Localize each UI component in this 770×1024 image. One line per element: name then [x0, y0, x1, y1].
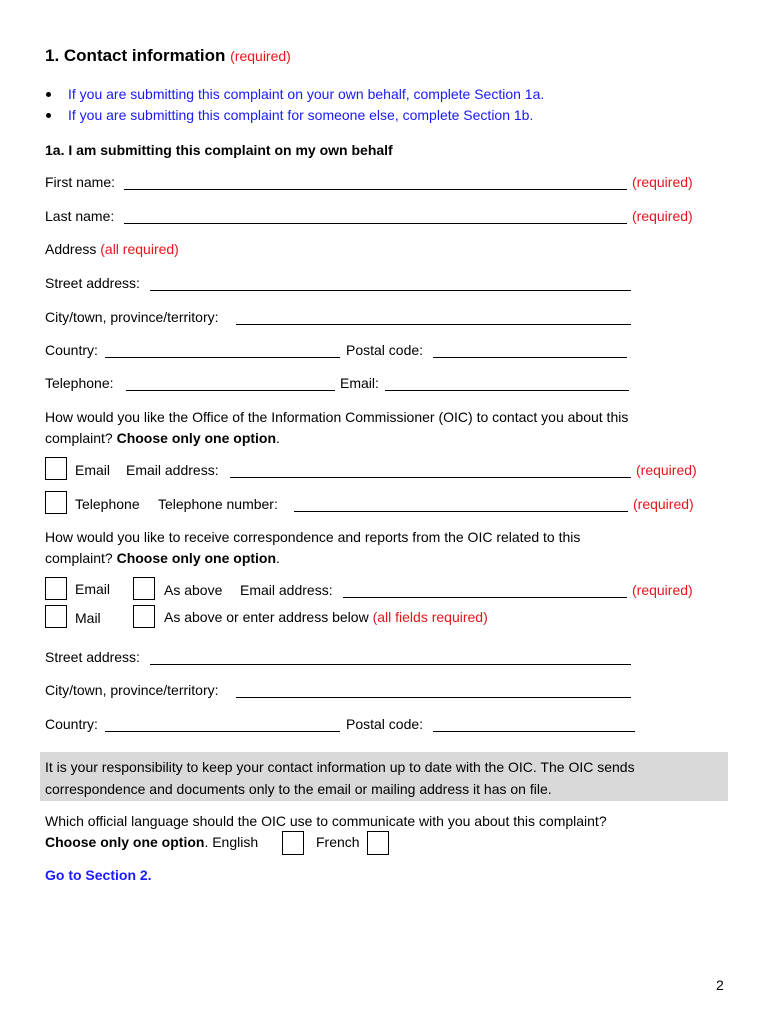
first-name-label: First name:: [45, 174, 116, 190]
street-field[interactable]: [150, 290, 631, 291]
mail-city-label: City/town, province/territory:: [45, 682, 219, 698]
language-question-line1: Which official language should the OIC use to communicate with you about this complaint?: [45, 813, 607, 829]
correspondence-question-line1: How would you like to receive correspondence and reports from the OIC related to this: [45, 529, 581, 545]
notice-line2: correspondence and documents only to the email or mailing address it has on file.: [45, 781, 552, 797]
mail-postal-label: Postal code:: [346, 716, 424, 732]
postal-label: Postal code:: [346, 342, 424, 358]
correspondence-mail-checkbox[interactable]: [45, 605, 67, 628]
language-question-line2: Choose only one option. English: [45, 834, 259, 850]
first-name-field[interactable]: [124, 189, 627, 190]
contact-telephone-required: (required): [633, 496, 694, 512]
contact-email-checkbox[interactable]: [45, 457, 67, 480]
telephone-label: Telephone:: [45, 375, 114, 391]
correspondence-as-above-label: As above: [164, 582, 223, 598]
notice-line1: It is your responsibility to keep your contact information up to date with the OIC. The OIC sends: [45, 759, 635, 775]
mail-postal-field[interactable]: [433, 731, 635, 732]
mail-city-field[interactable]: [236, 697, 631, 698]
mail-country-field[interactable]: [105, 731, 340, 732]
mail-street-label: Street address:: [45, 649, 140, 665]
address-heading: Address (all required): [45, 241, 179, 257]
last-name-label: Last name:: [45, 208, 115, 224]
contact-question-line1: How would you like the Office of the Information Commissioner (OIC) to contact you about this: [45, 409, 629, 425]
correspondence-email-address-field[interactable]: [343, 597, 627, 598]
required-tag: (required): [230, 48, 291, 64]
mail-street-field[interactable]: [150, 664, 631, 665]
bullet-own-behalf: If you are submitting this complaint on your own behalf, complete Section 1a.: [68, 86, 545, 102]
correspondence-question-line2: complaint? Choose only one option.: [45, 550, 280, 566]
telephone-field[interactable]: [126, 390, 335, 391]
city-field[interactable]: [236, 324, 631, 325]
postal-field[interactable]: [433, 357, 627, 358]
email-field[interactable]: [385, 390, 629, 391]
french-label: French: [316, 834, 360, 850]
contact-email-required: (required): [636, 462, 697, 478]
contact-telephone-checkbox[interactable]: [45, 491, 67, 514]
contact-email-address-field[interactable]: [230, 477, 631, 478]
last-name-required: (required): [632, 208, 693, 224]
country-label: Country:: [45, 342, 98, 358]
page-number: 2: [716, 977, 724, 993]
country-field[interactable]: [105, 357, 340, 358]
first-name-required: (required): [632, 174, 693, 190]
last-name-field[interactable]: [124, 223, 627, 224]
subsection-title: 1a. I am submitting this complaint on my own behalf: [45, 142, 393, 158]
english-checkbox[interactable]: [282, 831, 304, 855]
correspondence-email-label: Email: [75, 581, 111, 597]
email-label: Email:: [340, 375, 379, 391]
section-title: 1. Contact information (required): [45, 46, 291, 65]
correspondence-email-required: (required): [632, 582, 693, 598]
correspondence-email-address-label: Email address:: [240, 582, 333, 598]
french-checkbox[interactable]: [367, 831, 389, 855]
contact-email-address-label: Email address:: [126, 462, 219, 478]
correspondence-mail-as-above-checkbox[interactable]: [133, 605, 155, 628]
bullet-icon: [46, 92, 51, 97]
go-to-section-2-link[interactable]: Go to Section 2.: [45, 867, 152, 883]
correspondence-mail-label: Mail: [75, 610, 101, 626]
correspondence-mail-as-above-label: As above or enter address below (all fields required): [164, 609, 488, 625]
contact-telephone-number-field[interactable]: [294, 511, 628, 512]
city-label: City/town, province/territory:: [45, 309, 219, 325]
mail-country-label: Country:: [45, 716, 98, 732]
bullet-icon: [46, 113, 51, 118]
street-label: Street address:: [45, 275, 140, 291]
correspondence-email-checkbox[interactable]: [45, 577, 67, 600]
contact-email-option-label: Email: [75, 462, 111, 478]
bullet-someone-else: If you are submitting this complaint for someone else, complete Section 1b.: [68, 107, 534, 123]
correspondence-email-as-above-checkbox[interactable]: [133, 577, 155, 600]
contact-telephone-option-label: Telephone: [75, 496, 140, 512]
contact-telephone-number-label: Telephone number:: [158, 496, 278, 512]
contact-question-line2: complaint? Choose only one option.: [45, 430, 280, 446]
